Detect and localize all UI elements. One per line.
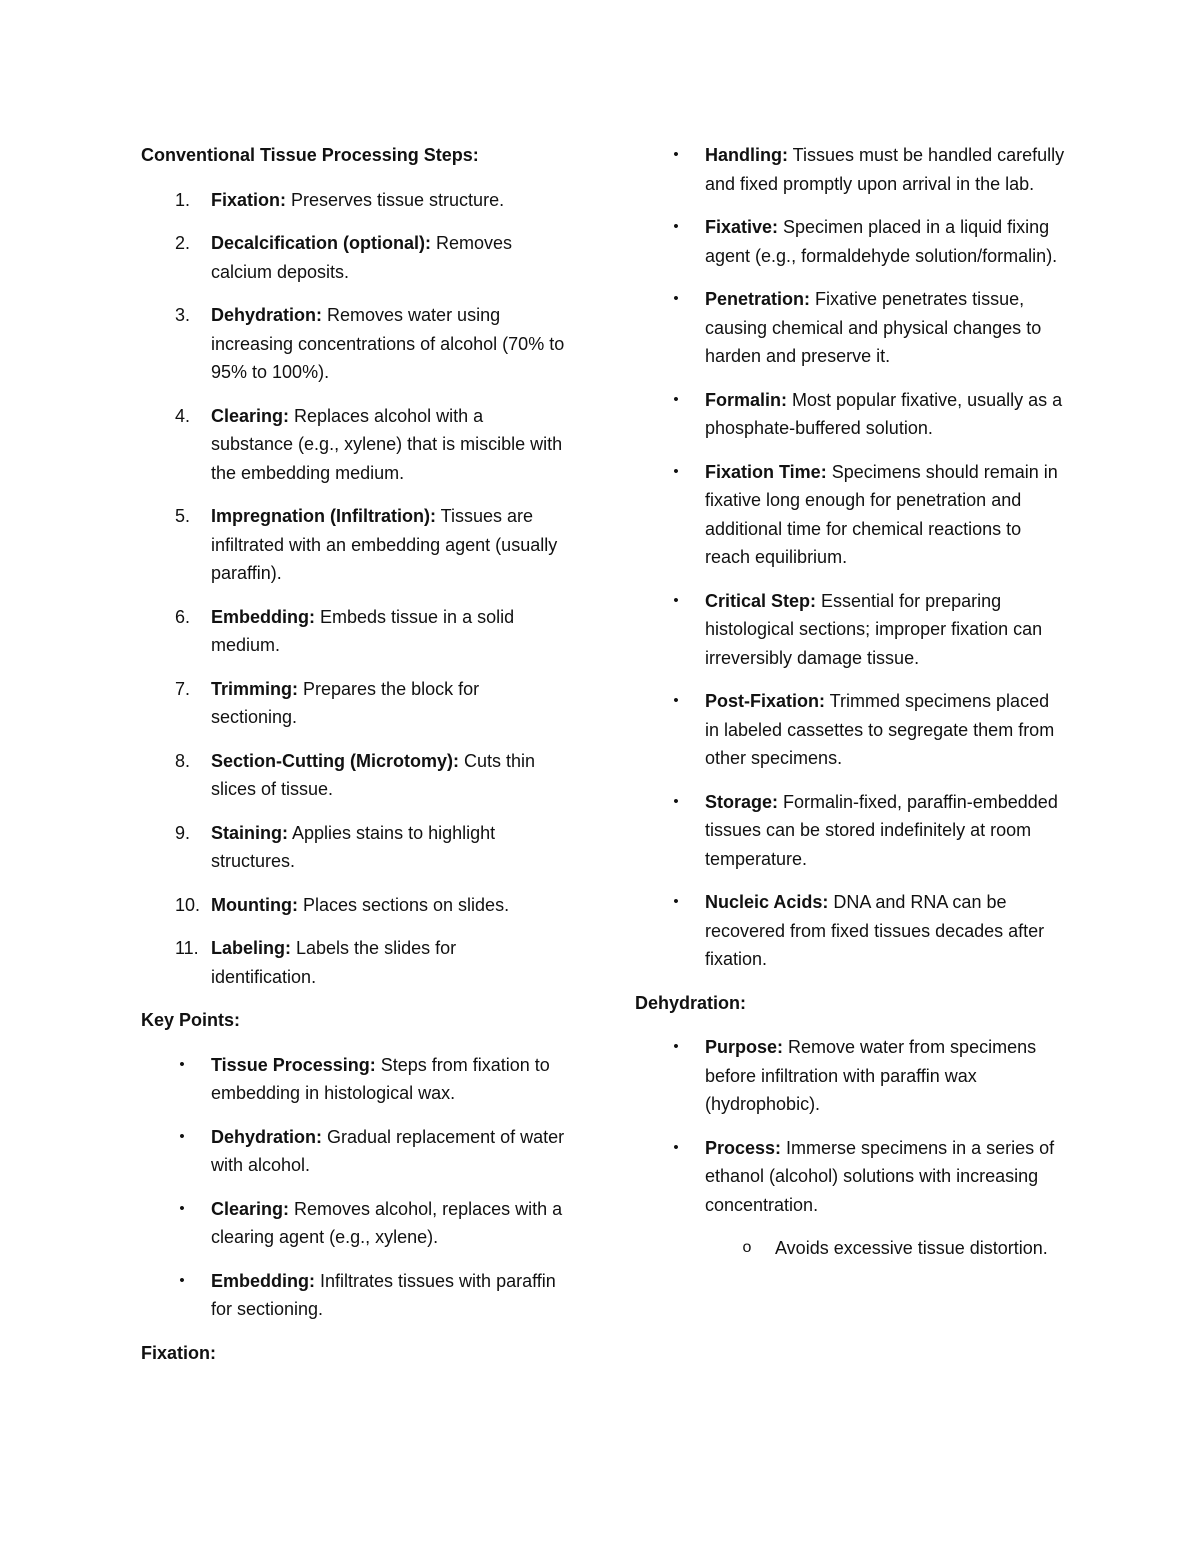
fixation-point-item — [635, 285, 1065, 371]
dehydration-point-item — [635, 1134, 1065, 1263]
fixation-point-item — [635, 888, 1065, 974]
dehydration-point-text: Remove water from specimens before infiltration with paraffin wax (hydrophobic). — [705, 1037, 1037, 1114]
bullet-icon: • — [673, 1038, 679, 1055]
step-number: 9. — [175, 822, 191, 843]
step-number: 10. — [175, 894, 201, 915]
step-term: Embedding: — [211, 606, 315, 627]
bullet-icon: • — [673, 390, 679, 408]
bullet-icon: • — [673, 462, 679, 480]
step-number: 6. — [175, 606, 191, 627]
step-item — [141, 186, 566, 215]
step-term: Impregnation (Infiltration): — [211, 506, 436, 526]
step-text: Embeds tissue in a solid medium. — [211, 606, 515, 655]
fixation-point-term: Formalin: — [705, 389, 788, 410]
bullet-icon: • — [673, 692, 679, 709]
step-text: Removes water using increasing concentrations of alcohol (70% to 95% to 100%). — [211, 305, 565, 382]
bullet-icon: • — [179, 1199, 185, 1217]
key-point-text: Infiltrates tissues with paraffin for sectioning. — [211, 1270, 556, 1319]
fixation-point-term: Storage: — [705, 791, 779, 812]
right-column — [635, 141, 1065, 1278]
step-text: Places sections on slides. — [297, 894, 510, 915]
sub-list-text: Avoids excessive tissue distortion. — [775, 1238, 1048, 1258]
step-term: Staining: — [211, 822, 288, 843]
step-item — [141, 402, 566, 488]
step-term: Trimming: — [211, 678, 299, 699]
key-point-item — [141, 1267, 566, 1324]
step-text: Replaces alcohol with a substance (e.g., xylene) that is miscible with the embedding medium. — [211, 405, 563, 483]
key-point-text: Removes alcohol, replaces with a clearing agent (e.g., xylene). — [211, 1198, 563, 1247]
step-number: 1. — [175, 189, 191, 210]
step-term: Clearing: — [211, 405, 290, 426]
bullet-icon: • — [673, 1138, 679, 1156]
step-item — [141, 891, 566, 920]
circle-bullet-icon: o — [742, 1239, 752, 1256]
fixation-point-text: DNA and RNA can be recovered from fixed tissues decades after fixation. — [705, 892, 1045, 969]
step-text: Cuts thin slices of tissue. — [211, 750, 536, 799]
dehydration-sub-list — [635, 1234, 1065, 1263]
step-number: 5. — [175, 506, 191, 526]
dehydration-heading: Dehydration: — [635, 992, 747, 1013]
step-text: Applies stains to highlight structures. — [211, 822, 496, 871]
step-item — [141, 301, 566, 387]
step-term: Section-Cutting (Microtomy): — [211, 750, 459, 771]
fixation-point-item — [635, 788, 1065, 874]
bullet-icon: • — [179, 1271, 185, 1289]
key-points-list — [141, 1051, 566, 1324]
step-item — [141, 675, 566, 732]
key-point-item — [141, 1051, 566, 1108]
sub-list-item — [635, 1234, 1065, 1263]
fixation-point-term: Nucleic Acids: — [705, 892, 829, 912]
key-point-text: Gradual replacement of water with alcohol. — [211, 1126, 565, 1175]
step-number: 7. — [175, 678, 191, 699]
step-text: Labels the slides for identification. — [211, 938, 457, 987]
bullet-icon: • — [673, 218, 679, 235]
step-term: Decalcification (optional): — [211, 233, 432, 253]
fixation-point-term: Penetration: — [705, 289, 811, 309]
fixation-point-term: Fixative: — [705, 217, 779, 237]
fixation-point-item — [635, 587, 1065, 673]
fixation-point-text: Formalin-fixed, paraffin-embedded tissues can be stored indefinitely at room temperature. — [705, 791, 1058, 869]
step-text: Preserves tissue structure. — [286, 189, 505, 210]
dehydration-point-text: Immerse specimens in a series of ethanol (alcohol) solutions with increasing concentration. — [705, 1137, 1055, 1215]
fixation-point-text: Essential for preparing histological sections; improper fixation can irreversibly damage tissue. — [705, 590, 1043, 668]
step-item — [141, 747, 566, 804]
bullet-icon: • — [673, 146, 679, 163]
key-point-item — [141, 1123, 566, 1180]
step-number: 3. — [175, 305, 191, 325]
key-points-heading: Key Points: — [141, 1010, 241, 1030]
bullet-icon: • — [673, 591, 679, 609]
fixation-point-item — [635, 141, 1065, 198]
step-term: Dehydration: — [211, 305, 323, 325]
key-point-term: Dehydration: — [211, 1126, 323, 1147]
fixation-heading: Fixation: — [141, 1342, 216, 1363]
fixation-point-text: Most popular fixative, usually as a phosphate-buffered solution. — [705, 389, 1063, 438]
key-point-text: Steps from fixation to embedding in histological wax. — [211, 1054, 550, 1103]
step-number: 11. — [175, 938, 199, 958]
fixation-point-text: Fixative penetrates tissue, causing chemical and physical changes to harden and preserve it. — [705, 289, 1042, 366]
steps-heading: Conventional Tissue Processing Steps: — [141, 145, 479, 165]
fixation-points-list — [635, 141, 1065, 974]
dehydration-points-list — [635, 1033, 1065, 1263]
fixation-point-text: Trimmed specimens placed in labeled cassettes to segregate them from other specimens. — [705, 691, 1055, 768]
step-term: Labeling: — [211, 938, 291, 958]
key-point-item — [141, 1195, 566, 1252]
left-column — [141, 141, 566, 1383]
fixation-point-text: Tissues must be handled carefully and fixed promptly upon arrival in the lab. — [705, 145, 1065, 194]
dehydration-point-term: Purpose: — [705, 1037, 784, 1057]
bullet-icon: • — [179, 1055, 185, 1073]
key-point-term: Clearing: — [211, 1198, 290, 1219]
step-number: 2. — [175, 233, 191, 253]
key-point-term: Embedding: — [211, 1270, 315, 1291]
key-point-term: Tissue Processing: — [211, 1054, 376, 1075]
fixation-point-item — [635, 213, 1065, 270]
steps-list — [141, 186, 566, 992]
step-item — [141, 502, 566, 588]
step-term: Fixation: — [211, 189, 286, 210]
step-text: Prepares the block for sectioning. — [211, 678, 480, 727]
step-text: Removes calcium deposits. — [211, 233, 513, 282]
step-item — [141, 229, 566, 286]
bullet-icon: • — [179, 1127, 185, 1145]
fixation-point-item — [635, 687, 1065, 773]
fixation-point-term: Fixation Time: — [705, 461, 827, 482]
step-item — [141, 934, 566, 991]
step-term: Mounting: — [211, 894, 298, 915]
fixation-point-item — [635, 458, 1065, 572]
fixation-point-item — [635, 386, 1065, 443]
dehydration-point-item — [635, 1033, 1065, 1119]
step-item — [141, 819, 566, 876]
step-item — [141, 603, 566, 660]
bullet-icon: • — [673, 290, 679, 307]
step-text: Tissues are infiltrated with an embedding agent (usually paraffin). — [211, 506, 558, 583]
fixation-point-text: Specimens should remain in fixative long enough for penetration and additional time for chemical reactions to reach equilibrium. — [705, 461, 1058, 567]
dehydration-point-term: Process: — [705, 1137, 782, 1158]
step-number: 8. — [175, 750, 191, 771]
step-number: 4. — [175, 405, 191, 426]
bullet-icon: • — [673, 792, 679, 810]
fixation-point-term: Critical Step: — [705, 590, 817, 611]
bullet-icon: • — [673, 893, 679, 910]
fixation-point-term: Handling: — [705, 145, 788, 165]
fixation-point-text: Specimen placed in a liquid fixing agent (e.g., formaldehyde solution/formalin). — [705, 217, 1058, 266]
fixation-point-term: Post-Fixation: — [705, 691, 825, 711]
